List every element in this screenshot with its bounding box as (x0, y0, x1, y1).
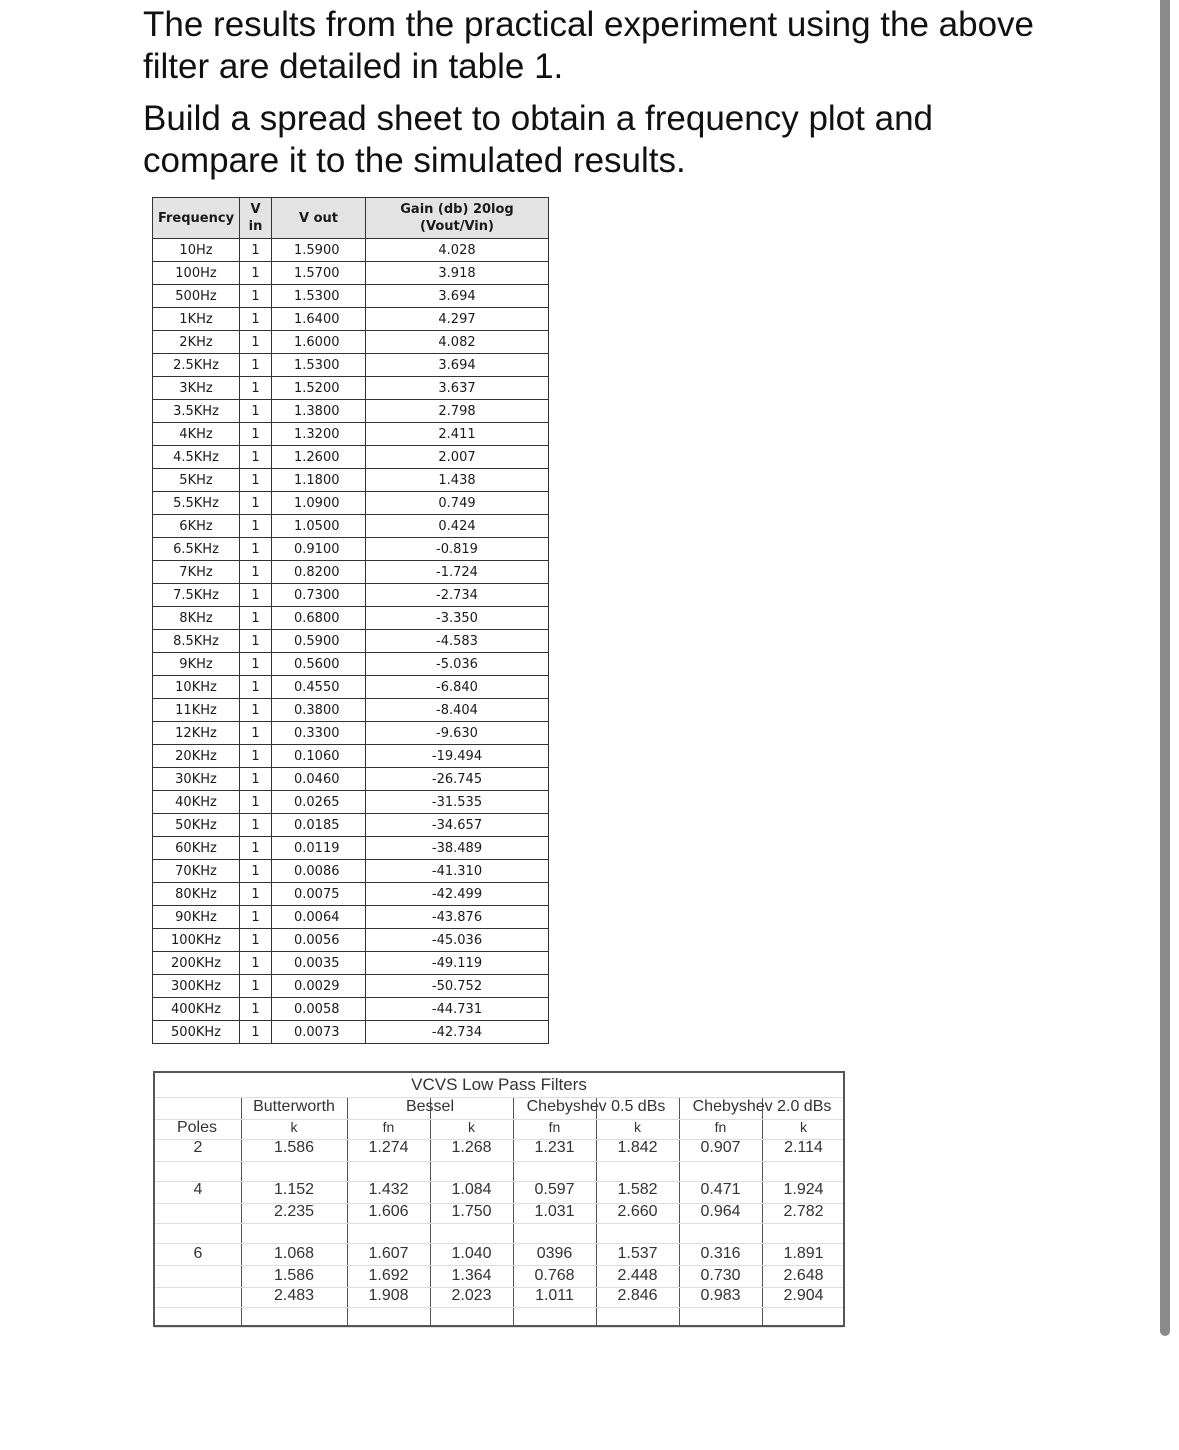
value-cell: 2.660 (617, 1203, 658, 1220)
vin-cell: 1 (240, 929, 272, 952)
vin-cell: 1 (240, 423, 272, 446)
subheader-cell: fn (548, 1119, 561, 1135)
frequency-cell: 500Hz (153, 285, 240, 308)
frequency-cell: 12KHz (153, 722, 240, 745)
vcvs-table-title: VCVS Low Pass Filters (411, 1075, 587, 1094)
vout-cell: 0.0185 (272, 814, 366, 837)
frequency-cell: 5KHz (153, 469, 240, 492)
value-cell: 2.448 (617, 1267, 658, 1284)
row-divider (155, 1265, 843, 1266)
frequency-cell: 11KHz (153, 699, 240, 722)
vin-cell: 1 (240, 906, 272, 929)
frequency-cell: 50KHz (153, 814, 240, 837)
table-row (153, 676, 549, 699)
subheader-cell: k (290, 1119, 298, 1135)
vin-cell: 1 (240, 745, 272, 768)
value-cell: 1.274 (368, 1139, 409, 1156)
vin-cell: 1 (240, 791, 272, 814)
table-row (153, 423, 549, 446)
vin-cell: 1 (240, 377, 272, 400)
vin-cell: 1 (240, 515, 272, 538)
value-cell: 2.114 (784, 1139, 823, 1156)
table-row (153, 285, 549, 308)
gain-cell: -26.745 (366, 768, 549, 791)
vout-cell: 1.0900 (272, 492, 366, 515)
vertical-scrollbar[interactable] (1160, 0, 1170, 1336)
group-header: Butterworth (253, 1098, 335, 1115)
vout-cell: 1.5900 (272, 239, 366, 262)
gain-cell: 0.749 (366, 492, 549, 515)
value-cell: 1.586 (273, 1267, 315, 1284)
table-row (153, 883, 549, 906)
gain-cell: -49.119 (366, 952, 549, 975)
table-row (153, 975, 549, 998)
table-row (153, 1021, 549, 1044)
vin-cell: 1 (240, 814, 272, 837)
frequency-cell: 4KHz (153, 423, 240, 446)
table-row (153, 860, 549, 883)
subheader-cell: k (800, 1119, 807, 1135)
gain-cell: 2.411 (366, 423, 549, 446)
gain-cell: 3.918 (366, 262, 549, 285)
vout-cell: 0.8200 (272, 561, 366, 584)
header-gain-top: Gain (db) 20log (400, 202, 514, 217)
frequency-cell: 80KHz (153, 883, 240, 906)
poles-cell: 2 (193, 1139, 203, 1156)
vout-cell: 1.5300 (272, 285, 366, 308)
row-divider (155, 1243, 843, 1244)
vin-cell: 1 (240, 308, 272, 331)
frequency-cell: 60KHz (153, 837, 240, 860)
frequency-cell: 7.5KHz (153, 584, 240, 607)
frequency-cell: 4.5KHz (153, 446, 240, 469)
value-cell: 2.023 (451, 1287, 492, 1304)
value-cell: 1.582 (617, 1181, 658, 1198)
gain-cell: 2.007 (366, 446, 549, 469)
intro-paragraph-2: Build a spread sheet to obtain a frequency plot and compare it to the simulated results. (143, 99, 933, 180)
subheader-cell: k (634, 1119, 641, 1135)
table-row (153, 699, 549, 722)
value-cell: 1.891 (783, 1245, 824, 1262)
vout-cell: 0.6800 (272, 607, 366, 630)
vout-cell: 1.2600 (272, 446, 366, 469)
vin-cell: 1 (240, 607, 272, 630)
gain-cell: -45.036 (366, 929, 549, 952)
vin-cell: 1 (240, 975, 272, 998)
frequency-cell: 400KHz (153, 998, 240, 1021)
value-cell: 1.537 (617, 1245, 658, 1262)
value-cell: 0.597 (534, 1181, 575, 1198)
frequency-cell: 7KHz (153, 561, 240, 584)
gain-cell: -8.404 (366, 699, 549, 722)
value-cell: 1.084 (451, 1181, 492, 1198)
poles-label: Poles (176, 1119, 218, 1136)
value-cell: 0.316 (700, 1245, 741, 1262)
table-row (153, 768, 549, 791)
table-row (153, 929, 549, 952)
frequency-cell: 5.5KHz (153, 492, 240, 515)
gain-cell: -43.876 (366, 906, 549, 929)
row-divider (155, 1327, 843, 1328)
vin-cell: 1 (240, 262, 272, 285)
table-row (153, 722, 549, 745)
vin-cell: 1 (240, 354, 272, 377)
frequency-cell: 3KHz (153, 377, 240, 400)
header-vout: V out (272, 198, 366, 239)
table-row (153, 745, 549, 768)
header-vin-top: V (250, 202, 261, 217)
frequency-cell: 9KHz (153, 653, 240, 676)
group-header: Chebyshev 0.5 dBs (526, 1098, 666, 1115)
frequency-cell: 20KHz (153, 745, 240, 768)
value-cell: 1.231 (534, 1139, 575, 1156)
value-cell: 1.011 (535, 1287, 574, 1304)
vout-cell: 0.3800 (272, 699, 366, 722)
subheader-cell: fn (714, 1119, 727, 1135)
table-row (153, 354, 549, 377)
value-cell: 1.924 (783, 1181, 824, 1198)
frequency-cell: 30KHz (153, 768, 240, 791)
header-vin (240, 198, 272, 239)
gain-cell: 0.424 (366, 515, 549, 538)
value-cell: 1.268 (451, 1139, 492, 1156)
value-cell: 2.904 (783, 1287, 824, 1304)
vout-cell: 0.0029 (272, 975, 366, 998)
gain-cell: -44.731 (366, 998, 549, 1021)
vin-cell: 1 (240, 239, 272, 262)
group-header: Bessel (405, 1098, 455, 1115)
value-cell: 1.040 (451, 1245, 492, 1262)
vout-cell: 0.5600 (272, 653, 366, 676)
value-cell: 1.908 (368, 1287, 409, 1304)
gain-cell: 4.082 (366, 331, 549, 354)
table-row (153, 377, 549, 400)
table-row (153, 584, 549, 607)
gain-cell: -2.734 (366, 584, 549, 607)
vout-cell: 1.6400 (272, 308, 366, 331)
vout-cell: 1.5300 (272, 354, 366, 377)
header-frequency: Frequency (153, 198, 240, 239)
table-row (153, 814, 549, 837)
frequency-cell: 100Hz (153, 262, 240, 285)
value-cell: 2.235 (273, 1203, 315, 1220)
frequency-cell: 300KHz (153, 975, 240, 998)
vout-cell: 1.5200 (272, 377, 366, 400)
table-row (153, 837, 549, 860)
table-row (153, 906, 549, 929)
table-row (153, 998, 549, 1021)
vin-cell: 1 (240, 860, 272, 883)
header-gain (366, 198, 549, 239)
frequency-cell: 40KHz (153, 791, 240, 814)
gain-cell: 4.028 (366, 239, 549, 262)
value-cell: 1.606 (368, 1203, 409, 1220)
poles-cell: 4 (193, 1181, 203, 1198)
vout-cell: 0.0265 (272, 791, 366, 814)
vout-cell: 0.5900 (272, 630, 366, 653)
results-table (152, 197, 549, 1044)
value-cell: 2.782 (783, 1203, 824, 1220)
vin-cell: 1 (240, 676, 272, 699)
value-cell: 1.586 (273, 1139, 315, 1156)
gain-cell: 3.637 (366, 377, 549, 400)
gain-cell: 4.297 (366, 308, 549, 331)
table-row (153, 469, 549, 492)
vin-cell: 1 (240, 446, 272, 469)
vout-cell: 0.1060 (272, 745, 366, 768)
vin-cell: 1 (240, 584, 272, 607)
value-cell: 1.364 (451, 1267, 492, 1284)
table-row (153, 952, 549, 975)
vin-cell: 1 (240, 722, 272, 745)
table-row (153, 331, 549, 354)
frequency-cell: 3.5KHz (153, 400, 240, 423)
value-cell: 1.692 (368, 1267, 409, 1284)
gain-cell: -31.535 (366, 791, 549, 814)
table-row (153, 607, 549, 630)
value-cell: 1.607 (368, 1245, 409, 1262)
table-row (153, 262, 549, 285)
table-row (153, 400, 549, 423)
value-cell: 0396 (536, 1245, 573, 1262)
row-divider (155, 1161, 843, 1162)
table-row (153, 653, 549, 676)
vout-cell: 1.3200 (272, 423, 366, 446)
gain-cell: 1.438 (366, 469, 549, 492)
value-cell: 0.983 (700, 1287, 741, 1304)
vin-cell: 1 (240, 285, 272, 308)
subheader-cell: k (468, 1119, 475, 1135)
frequency-cell: 200KHz (153, 952, 240, 975)
table-row (153, 239, 549, 262)
frequency-cell: 100KHz (153, 929, 240, 952)
value-cell: 1.068 (273, 1245, 315, 1262)
vin-cell: 1 (240, 837, 272, 860)
frequency-cell: 70KHz (153, 860, 240, 883)
value-cell: 2.483 (273, 1287, 315, 1304)
vout-cell: 1.0500 (272, 515, 366, 538)
header-gain-bottom: (Vout/Vin) (420, 219, 494, 234)
row-divider (155, 1223, 843, 1224)
value-cell: 0.471 (700, 1181, 741, 1198)
gain-cell: 3.694 (366, 285, 549, 308)
gain-cell: -34.657 (366, 814, 549, 837)
vout-cell: 0.0119 (272, 837, 366, 860)
header-vin-bottom: in (248, 219, 263, 234)
vout-cell: 0.0064 (272, 906, 366, 929)
vin-cell: 1 (240, 768, 272, 791)
frequency-cell: 500KHz (153, 1021, 240, 1044)
gain-cell: 2.798 (366, 400, 549, 423)
vin-cell: 1 (240, 561, 272, 584)
table-row (153, 308, 549, 331)
vout-cell: 0.0058 (272, 998, 366, 1021)
frequency-cell: 6KHz (153, 515, 240, 538)
table-row (153, 561, 549, 584)
gain-cell: -1.724 (366, 561, 549, 584)
vin-cell: 1 (240, 699, 272, 722)
vout-cell: 1.3800 (272, 400, 366, 423)
table-row (153, 538, 549, 561)
vout-cell: 1.6000 (272, 331, 366, 354)
row-divider (155, 1307, 843, 1308)
gain-cell: -38.489 (366, 837, 549, 860)
vout-cell: 0.0056 (272, 929, 366, 952)
value-cell: 2.846 (617, 1287, 658, 1304)
gain-cell: 3.694 (366, 354, 549, 377)
vout-cell: 0.0075 (272, 883, 366, 906)
vin-cell: 1 (240, 331, 272, 354)
gain-cell: -6.840 (366, 676, 549, 699)
group-header: Chebyshev 2.0 dBs (692, 1098, 832, 1115)
gain-cell: -50.752 (366, 975, 549, 998)
frequency-cell: 2.5KHz (153, 354, 240, 377)
value-cell: 1.842 (617, 1139, 658, 1156)
vout-cell: 1.1800 (272, 469, 366, 492)
gain-cell: -9.630 (366, 722, 549, 745)
vout-cell: 0.0035 (272, 952, 366, 975)
frequency-cell: 1KHz (153, 308, 240, 331)
vin-cell: 1 (240, 883, 272, 906)
vout-cell: 1.5700 (272, 262, 366, 285)
vin-cell: 1 (240, 400, 272, 423)
vout-cell: 0.9100 (272, 538, 366, 561)
value-cell: 1.432 (368, 1181, 409, 1198)
gain-cell: -5.036 (366, 653, 549, 676)
value-cell: 1.750 (451, 1203, 492, 1220)
vin-cell: 1 (240, 538, 272, 561)
frequency-cell: 2KHz (153, 331, 240, 354)
frequency-cell: 90KHz (153, 906, 240, 929)
poles-cell: 6 (193, 1245, 203, 1262)
vout-cell: 0.7300 (272, 584, 366, 607)
table-row (153, 492, 549, 515)
vin-cell: 1 (240, 653, 272, 676)
vout-cell: 0.3300 (272, 722, 366, 745)
gain-cell: -42.734 (366, 1021, 549, 1044)
frequency-cell: 10KHz (153, 676, 240, 699)
gain-cell: -41.310 (366, 860, 549, 883)
frequency-cell: 6.5KHz (153, 538, 240, 561)
vcvs-filter-table (153, 1071, 845, 1327)
vout-cell: 0.0073 (272, 1021, 366, 1044)
frequency-cell: 8KHz (153, 607, 240, 630)
vout-cell: 0.0086 (272, 860, 366, 883)
value-cell: 2.648 (783, 1267, 824, 1284)
vin-cell: 1 (240, 630, 272, 653)
table-row (153, 791, 549, 814)
table-header-row (153, 198, 549, 239)
vout-cell: 0.4550 (272, 676, 366, 699)
value-cell: 0.907 (700, 1139, 741, 1156)
vin-cell: 1 (240, 1021, 272, 1044)
table-row (153, 630, 549, 653)
vin-cell: 1 (240, 469, 272, 492)
subheader-cell: fn (382, 1119, 395, 1135)
frequency-cell: 8.5KHz (153, 630, 240, 653)
frequency-cell: 10Hz (153, 239, 240, 262)
vin-cell: 1 (240, 952, 272, 975)
value-cell: 0.730 (700, 1267, 741, 1284)
gain-cell: -4.583 (366, 630, 549, 653)
intro-paragraph-1: The results from the practical experiment using the above filter are detailed in table 1. (143, 5, 1034, 86)
gain-cell: -19.494 (366, 745, 549, 768)
value-cell: 0.964 (700, 1203, 741, 1220)
value-cell: 0.768 (534, 1267, 575, 1284)
vin-cell: 1 (240, 998, 272, 1021)
gain-cell: -3.350 (366, 607, 549, 630)
table-row (153, 515, 549, 538)
gain-cell: -0.819 (366, 538, 549, 561)
table-row (153, 446, 549, 469)
vin-cell: 1 (240, 492, 272, 515)
value-cell: 1.152 (273, 1181, 315, 1198)
vout-cell: 0.0460 (272, 768, 366, 791)
gain-cell: -42.499 (366, 883, 549, 906)
value-cell: 1.031 (534, 1203, 575, 1220)
